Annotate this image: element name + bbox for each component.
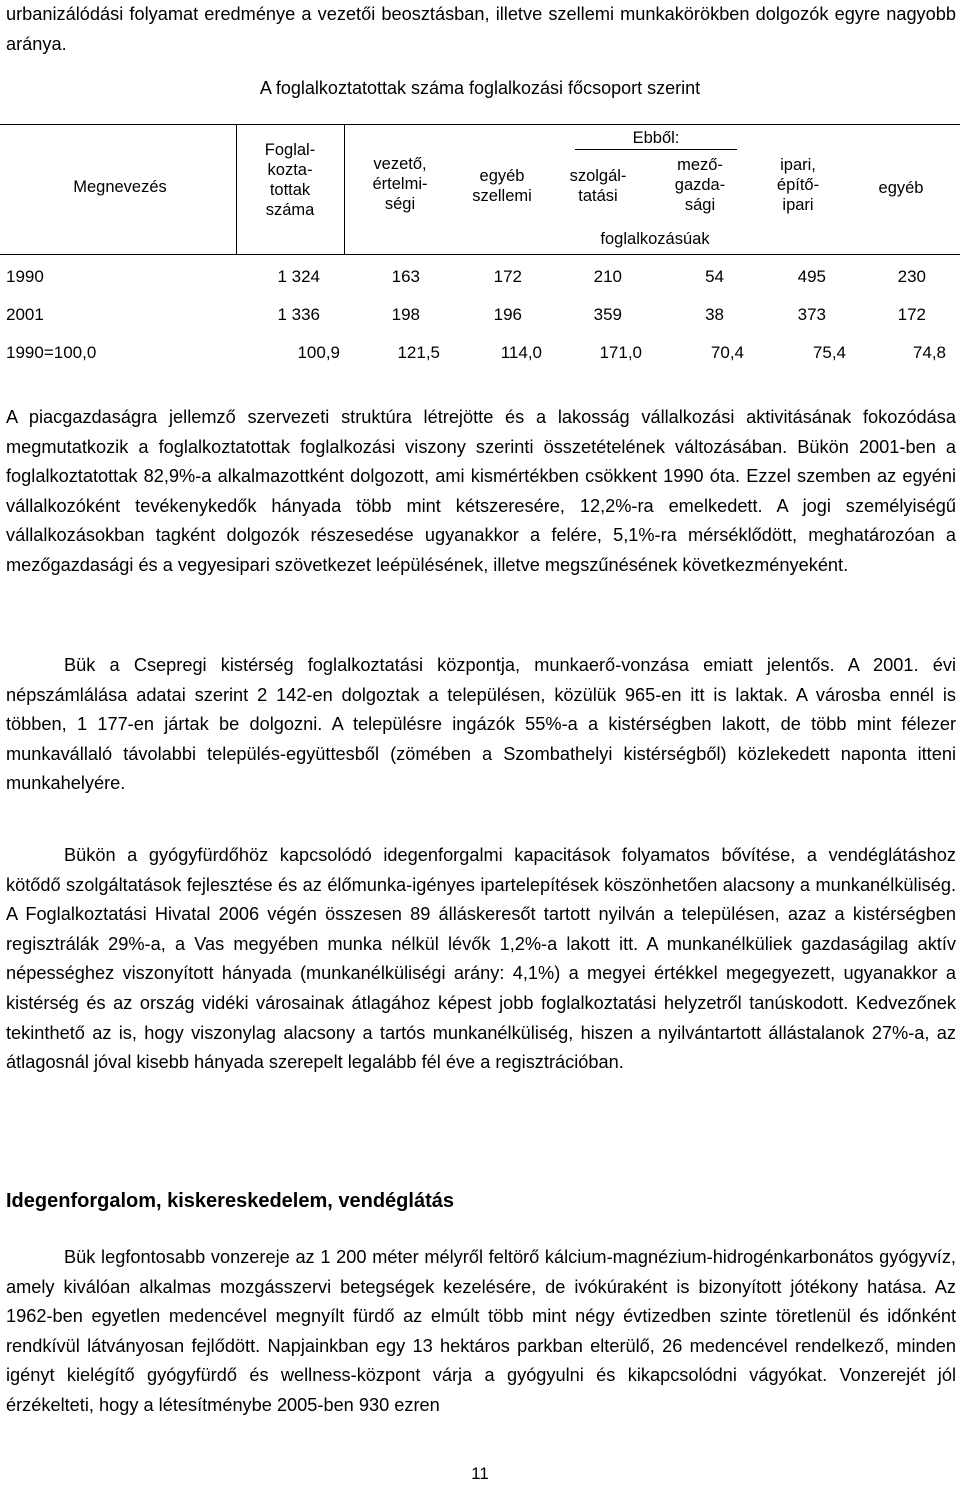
header-service: szolgál- tatási: [569, 167, 627, 205]
paragraph-commuting: Bük a Csepregi kistérség foglalkoztatási központja, munkaerő-vonzása emiatt jelentős. A 2001. évi népszámlálása adatai szerint 2 142-en dolgoztak a településen, közülük 965-en itt is laktak. A városba ennél is többen, 1 177-en jártak be dolgozni. A településre ingázók 55%-a a kistérségben lakott, de több mint félezer munkavállaló távolabbi település-együttesből (zömében a Szombathelyi kistérségből) közlekedett naponta itteni munkahelyére.: [6, 655, 956, 794]
cell-agricultural: 38: [705, 305, 724, 324]
row-label: 2001: [6, 305, 44, 324]
paragraph-unemployment: Bükön a gyógyfürdőhöz kapcsolódó idegenforgalmi kapacitások folyamatos bővítése, a vendéglátáshoz kötődő szolgáltatások fejlesztése és az élőmunka-igényes ipartelepítések köszönhetően alacsony a munkanélküliség. A Foglalkoztatási Hivatal 2006 végén összesen 89 álláskeresőt tartott nyilván a településen, azaz a kistérségben regisztrálák 29%-a, a Vas megyében munka nélkül lévők 1,2%-a lakott itt. A munkanélküliek gazdaságilag aktív népességhez viszonyított hányada (munkanélküliségi arány: 4,1%) a megyei értékkel megegyezett, ugyanakkor a kistérség és az ország vidéki városainak átlagához képest jobb foglalkoztatási helyzetről tanúskodott. Kedvezőnek tekinthető az is, hogy viszonylag alacsony a tartós munkanélküliség, hiszen a nyilvántartott állástalanok 27%-a, az átlagosnál jóval kisebb hányada szerepelt legalább fél éve a regisztrációban.: [6, 845, 956, 1073]
page-number: 11: [471, 1464, 489, 1483]
cell-industrial: 75,4: [812, 343, 846, 362]
cell-agricultural: 54: [705, 267, 724, 286]
cell-employed-count: 1 336: [277, 305, 320, 324]
table-top-rule: [0, 124, 960, 125]
table-row: [0, 340, 960, 366]
header-other: egyéb: [878, 179, 924, 197]
cell-leader: 163: [391, 267, 420, 286]
row-label: 1990=100,0: [6, 343, 97, 362]
cell-other-intellectual: 114,0: [500, 343, 542, 362]
cell-employed-count: 1 324: [277, 267, 320, 286]
cell-other: 172: [897, 305, 926, 324]
table-row: [0, 302, 960, 328]
table-divider-2: [344, 124, 345, 254]
cell-service: 171,0: [599, 343, 642, 362]
paragraph-spa: Bük legfontosabb vonzereje az 1 200 méter mélyről feltörő kálcium-magnézium-hidrogénkarbonátos gyógyvíz, amely kiválóan alkalmas mozgásszervi betegségek kezelésére, de ivókúraként is bizonyított jótékony hatása. Az 1962-ben egyetlen medencével megnyílt fürdő az elmúlt több mint négy évtizedben szinte töretlenül és időnként rendkívül látványosan fejlődött. Napjainkban egy 13 hektáros parkban elterülő, 26 medencével rendelkező, minden igényt kielégítő gyógyfürdő és wellness-központ várja a gyógyulni és kikapcsolódni vágyókat. Vonzerejét jól érzékelteti, hogy a létesítménybe 2005-ben 930 ezren: [6, 1247, 956, 1415]
section-heading: Idegenforgalom, kiskereskedelem, vendéglátás: [6, 1190, 454, 1212]
ebbol-underline: [575, 149, 737, 150]
table-header-bottom-rule: [0, 254, 960, 255]
cell-other-intellectual: 196: [493, 305, 522, 324]
intro-paragraph: urbanizálódási folyamat eredménye a vezetői beosztásban, illetve szellemi munkakörökben dolgozók egyre nagyobb aránya.: [6, 4, 956, 54]
header-leader: vezető, értelmi- ségi: [372, 155, 428, 213]
table-title: A foglalkoztatottak száma foglalkozási főcsoport szerint: [259, 78, 701, 98]
cell-industrial: 495: [797, 267, 826, 286]
cell-other: 74,8: [912, 343, 946, 362]
cell-employed-count: 100,9: [297, 343, 340, 362]
cell-leader: 121,5: [397, 343, 440, 362]
header-other-intellectual: egyéb szellemi: [472, 167, 532, 205]
cell-leader: 198: [391, 305, 420, 324]
header-employed-count: Foglal- kozta- tottak száma: [264, 141, 316, 219]
header-agricultural: mező- gazda- sági: [674, 156, 726, 214]
cell-other: 230: [897, 267, 926, 286]
header-occupation-suffix: foglalkozásúak: [600, 230, 710, 248]
header-name: Megnevezés: [73, 178, 167, 196]
cell-agricultural: 70,4: [710, 343, 744, 362]
row-label: 1990: [6, 267, 44, 286]
cell-industrial: 373: [797, 305, 826, 324]
table-row: [0, 264, 960, 290]
cell-service: 359: [593, 305, 622, 324]
header-of-which: Ebből:: [632, 129, 680, 147]
header-industrial: ipari, építő- ipari: [776, 156, 820, 214]
cell-service: 210: [593, 267, 622, 286]
cell-other-intellectual: 172: [493, 267, 522, 286]
paragraph-employment-structure: A piacgazdaságra jellemző szervezeti struktúra létrejötte és a lakosság vállalkozási aktivitásának fokozódása megmutatkozik a foglalkoztatottak foglalkozási viszony szerinti összetételének változásában. Bükön 2001-ben a foglalkoztatottak 82,9%-a alkalmazottként dolgozott, ami kismértékben csökkent 1990 óta. Ezzel szemben az egyéni vállalkozóként tevékenykedők hányada több mint kétszeresére, 12,2%-ra emelkedett. A jogi személyiségű vállalkozásokban tagként dolgozók részesedése ugyanakkor a felére, 5,1%-ra mérséklődött, meghatározóan a mezőgazdasági és a vegyesipari szövetkezet leépülésének, illetve megszűnésének következményeként.: [6, 407, 956, 575]
